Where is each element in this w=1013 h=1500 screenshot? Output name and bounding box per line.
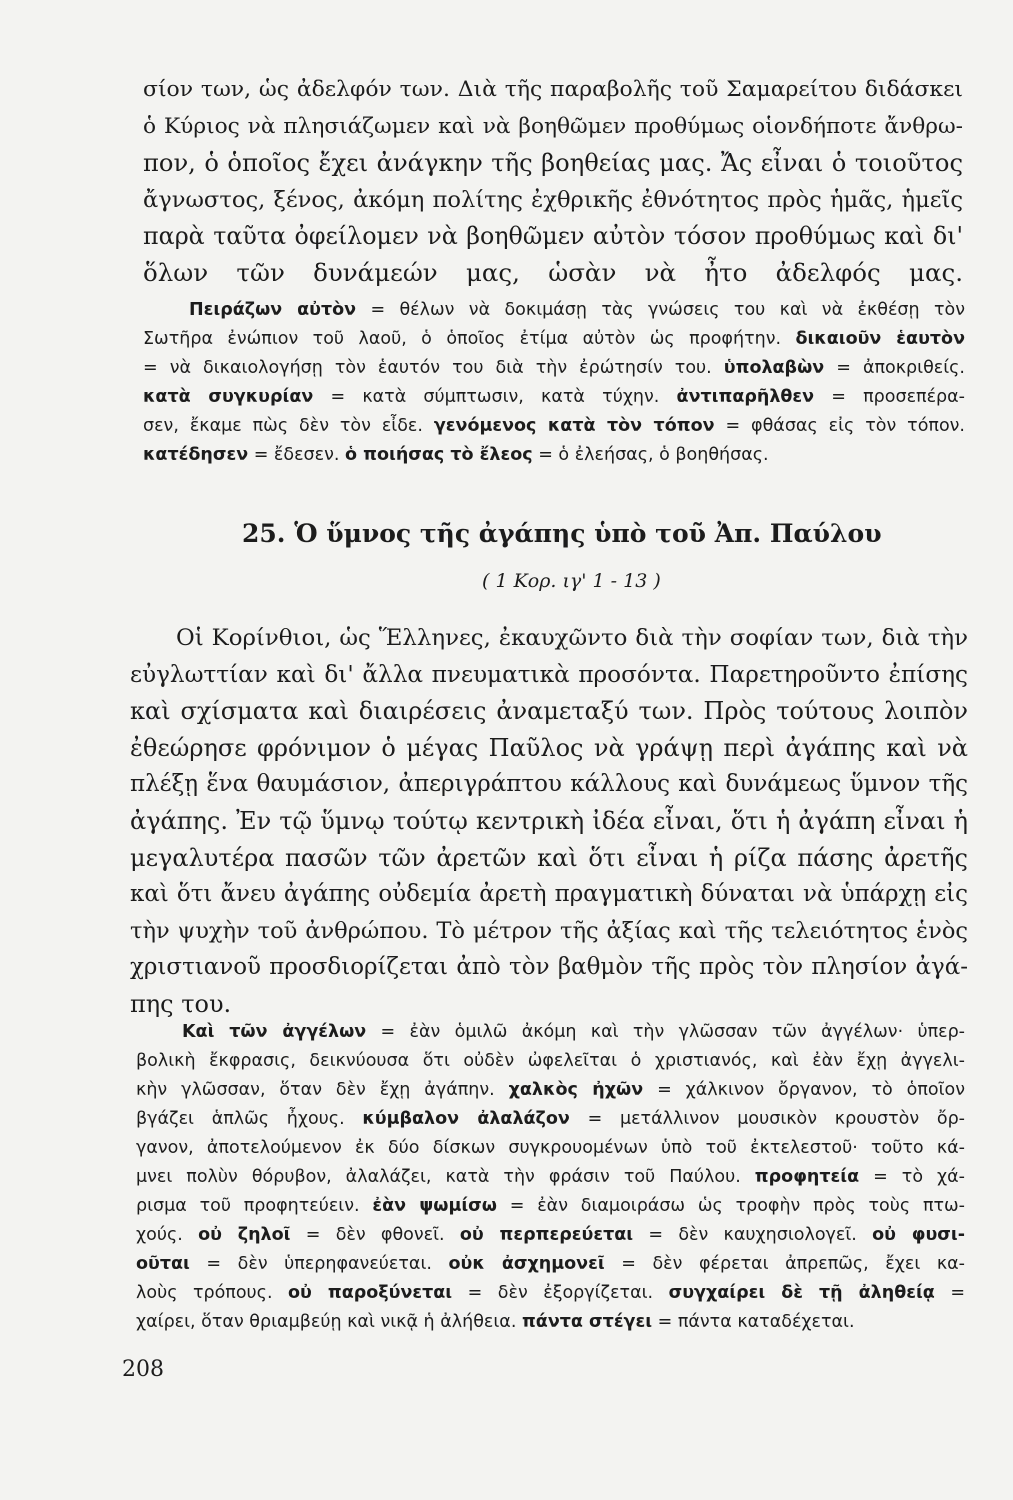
section-heading: 25. Ὁ ὕμνος τῆς ἀγάπης ὑπὸ τοῦ Ἀπ. Παύλου	[242, 519, 882, 548]
glossary-term: κατέδησεν	[143, 445, 249, 465]
glossary-definition: = φθάσας εἰς τὸν τόπον.	[714, 416, 965, 436]
glossary-definition: βολικὴ ἔκφρασις, δεικνύουσα ὅτι οὐδὲν ὠφελεῖται ὁ χριστιανός, καὶ ἐὰν ἔχῃ ἀγγελι-	[136, 1051, 965, 1071]
intro-line: ἄγνωστος, ξένος, ἀκόμη πολίτης ἐχθρικῆς ἐθνότητος πρὸς ἡμᾶς, ἡμεῖς	[143, 186, 963, 213]
glossary-term: ἀντιπαρῆλθεν	[676, 387, 815, 407]
body-line: ἐθεώρησε φρόνιμον ὁ μέγας Παῦλος νὰ γράψῃ περὶ ἀγάπης καὶ νὰ	[130, 733, 968, 762]
glossary-definition: = δὲν φθονεῖ.	[290, 1225, 460, 1245]
glossary-definition: Σωτῆρα ἐνώπιον τοῦ λαοῦ, ὁ ὁποῖος ἐτίμα αὐτὸν ὡς προφήτην.	[143, 329, 796, 349]
glossary-definition: = κατὰ σύμπτωσιν, κατὰ τύχην.	[313, 387, 677, 407]
glossary-definition: = ἔδεσεν.	[248, 445, 346, 465]
glossary-term: γενόμενος κατὰ τὸν τόπον	[433, 416, 715, 436]
glossary-notes-hymn	[136, 1018, 965, 1337]
note-line	[143, 354, 965, 383]
glossary-definition: = ὁ ἐλεήσας, ὁ βοηθήσας.	[532, 445, 769, 465]
note-line	[136, 1076, 965, 1105]
note-line	[136, 1192, 965, 1221]
intro-line: πον, ὁ ὁποῖος ἔχει ἀνάγκην τῆς βοηθείας μας. Ἄς εἶναι ὁ τοιοῦτος	[143, 149, 963, 177]
glossary-term: ὁ ποιήσας τὸ ἔλεος	[345, 445, 533, 465]
glossary-definition: κὴν γλῶσσαν, ὅταν δὲν ἔχῃ ἀγάπην.	[136, 1080, 509, 1100]
glossary-term: οὐκ ἀσχημονεῖ	[448, 1254, 605, 1274]
glossary-term: συγχαίρει δὲ τῇ ἀληθείᾳ	[668, 1283, 935, 1303]
note-line	[136, 1047, 965, 1076]
intro-line: ὅλων τῶν δυνάμεών μας, ὡσὰν νὰ ἦτο ἀδελφός μας.	[143, 257, 963, 287]
glossary-term: κατὰ συγκυρίαν	[143, 387, 314, 407]
glossary-notes-parable	[143, 296, 965, 470]
glossary-definition: μνει πολὺν θόρυβον, ἀλαλάζει, κατὰ τὴν φράσιν τοῦ Παύλου.	[136, 1167, 755, 1187]
intro-paragraph	[143, 72, 963, 291]
glossary-term: οὐ ζηλοῖ	[198, 1225, 291, 1245]
body-line: Οἱ Κορίνθιοι, ὡς Ἕλληνες, ἐκαυχῶντο διὰ τὴν σοφίαν των, διὰ τὴν	[176, 625, 968, 651]
glossary-definition: = προσεπέρα-	[814, 387, 965, 407]
glossary-definition: σεν, ἔκαμε πὼς δὲν τὸν εἶδε.	[143, 416, 434, 436]
page-number: 208	[122, 1357, 164, 1382]
body-line: μεγαλυτέρα πασῶν τῶν ἀρετῶν καὶ ὅτι εἶναι ἡ ρίζα πάσης ἀρετῆς	[130, 843, 968, 872]
intro-line: σίον των, ὡς ἀδελφόν των. Διὰ τῆς παραβολῆς τοῦ Σαμαρείτου διδάσκει	[143, 77, 963, 102]
glossary-definition: = πάντα καταδέχεται.	[652, 1312, 855, 1332]
body-line: πης του.	[130, 989, 232, 1018]
note-line	[143, 441, 965, 470]
body-line: εὐγλωττίαν καὶ δι' ἄλλα πνευματικὰ προσόντα. Παρετηροῦντο ἐπίσης	[130, 660, 968, 688]
note-line	[143, 383, 965, 412]
scripture-reference: ( 1 Κορ. ιγ' 1 - 13 )	[482, 570, 661, 592]
glossary-definition: = δὲν ὑπερηφανεύεται.	[189, 1254, 449, 1274]
glossary-definition: λοὺς τρόπους.	[136, 1283, 289, 1303]
note-line	[136, 1221, 965, 1250]
note-line	[143, 412, 965, 441]
glossary-term: πάντα στέγει	[521, 1312, 653, 1332]
glossary-term: οὐ φυσι-	[872, 1225, 965, 1245]
glossary-definition: ρισμα τοῦ προφητεύειν.	[136, 1196, 373, 1216]
glossary-definition: γανον, ἀποτελούμενον ἐκ δύο δίσκων συγκρουομένων ὑπὸ τοῦ ἐκτελεστοῦ· τοῦτο κά-	[136, 1138, 965, 1158]
glossary-definition: = δὲν ἐξοργίζεται.	[452, 1283, 669, 1303]
body-line: τὴν ψυχὴν τοῦ ἀνθρώπου. Τὸ μέτρον τῆς ἀξίας καὶ τῆς τελειότητος ἑνὸς	[130, 917, 968, 944]
note-line	[136, 1105, 965, 1134]
glossary-definition: = μετάλλινον μουσικὸν κρουστὸν ὄρ-	[569, 1109, 965, 1129]
glossary-definition: = χάλκινον ὄργανον, τὸ ὁποῖον	[643, 1080, 965, 1100]
glossary-term: οὐ περπερεύεται	[459, 1225, 634, 1245]
glossary-definition: = δὲν φέρεται ἀπρεπῶς, ἔχει κα-	[604, 1254, 965, 1274]
glossary-term: χαλκὸς ἠχῶν	[508, 1080, 644, 1100]
glossary-term: ὑπολαβὼν	[723, 358, 825, 378]
body-line: καὶ σχίσματα καὶ διαιρέσεις ἀναμεταξύ των. Πρὸς τούτους λοιπὸν	[130, 697, 968, 726]
body-line: χριστιανοῦ προσδιορίζεται ἀπὸ τὸν βαθμὸν τῆς πρὸς τὸν πλησίον ἀγά-	[130, 954, 968, 981]
glossary-term: Καὶ τῶν ἀγγέλων	[182, 1022, 367, 1042]
glossary-term: Πειράζων αὐτὸν	[189, 300, 357, 320]
body-line: ἀγάπης. Ἐν τῷ ὕμνῳ τούτῳ κεντρικὴ ἰδέα εἶναι, ὅτι ἡ ἀγάπη εἶναι ἡ	[130, 806, 968, 835]
glossary-definition: χούς.	[136, 1225, 199, 1245]
glossary-definition: = θέλων νὰ δοκιμάσῃ τὰς γνώσεις του καὶ νὰ ἐκθέσῃ τὸν	[356, 300, 965, 320]
note-line	[136, 1018, 965, 1047]
body-line: καὶ ὅτι ἄνευ ἀγάπης οὐδεμία ἀρετὴ πραγματικὴ δύναται νὰ ὑπάρχῃ εἰς	[130, 881, 968, 908]
glossary-definition: =	[934, 1283, 965, 1303]
glossary-term: κύμβαλον ἀλαλάζον	[362, 1109, 570, 1129]
intro-line: ὁ Κύριος νὰ πλησιάζωμεν καὶ νὰ βοηθῶμεν προθύμως οἱονδήποτε ἄνθρω-	[143, 113, 963, 139]
glossary-definition: βγάζει ἁπλῶς ἦχους.	[136, 1109, 363, 1129]
intro-line: παρὰ ταῦτα ὀφείλομεν νὰ βοηθῶμεν αὐτὸν τόσον προθύμως καὶ δι'	[143, 222, 963, 250]
note-line	[136, 1250, 965, 1279]
note-line	[143, 296, 965, 325]
section-body-paragraph	[130, 620, 968, 1023]
glossary-term: δικαιοῦν ἑαυτὸν	[795, 329, 965, 349]
glossary-term: προφητεία	[754, 1167, 860, 1187]
glossary-definition: = ἀποκριθείς.	[824, 358, 965, 378]
glossary-definition: = ἐὰν διαμοιράσω ὡς τροφὴν πρὸς τοὺς πτω-	[496, 1196, 965, 1216]
glossary-definition: = νὰ δικαιολογήσῃ τὸν ἑαυτόν του διὰ τὴν ἐρώτησίν του.	[143, 358, 724, 378]
note-line	[136, 1163, 965, 1192]
note-line	[136, 1134, 965, 1163]
glossary-term: ἐὰν ψωμίσω	[372, 1196, 497, 1216]
glossary-definition: χαίρει, ὅταν θριαμβεύῃ καὶ νικᾷ ἡ ἀλήθεια.	[136, 1312, 522, 1332]
note-line	[136, 1279, 965, 1308]
glossary-term: οῦται	[136, 1254, 190, 1274]
body-line: πλέξῃ ἕνα θαυμάσιον, ἀπεριγράπτου κάλλους καὶ δυνάμεως ὕμνον τῆς	[130, 771, 968, 798]
glossary-definition: = τὸ χά-	[859, 1167, 965, 1187]
glossary-definition: = δὲν καυχησιολογεῖ.	[633, 1225, 873, 1245]
note-line	[143, 325, 965, 354]
glossary-term: οὐ παροξύνεται	[288, 1283, 453, 1303]
glossary-definition: = ἐὰν ὁμιλῶ ἀκόμη καὶ τὴν γλῶσσαν τῶν ἀγγέλων· ὑπερ-	[366, 1022, 966, 1042]
note-line	[136, 1308, 965, 1337]
